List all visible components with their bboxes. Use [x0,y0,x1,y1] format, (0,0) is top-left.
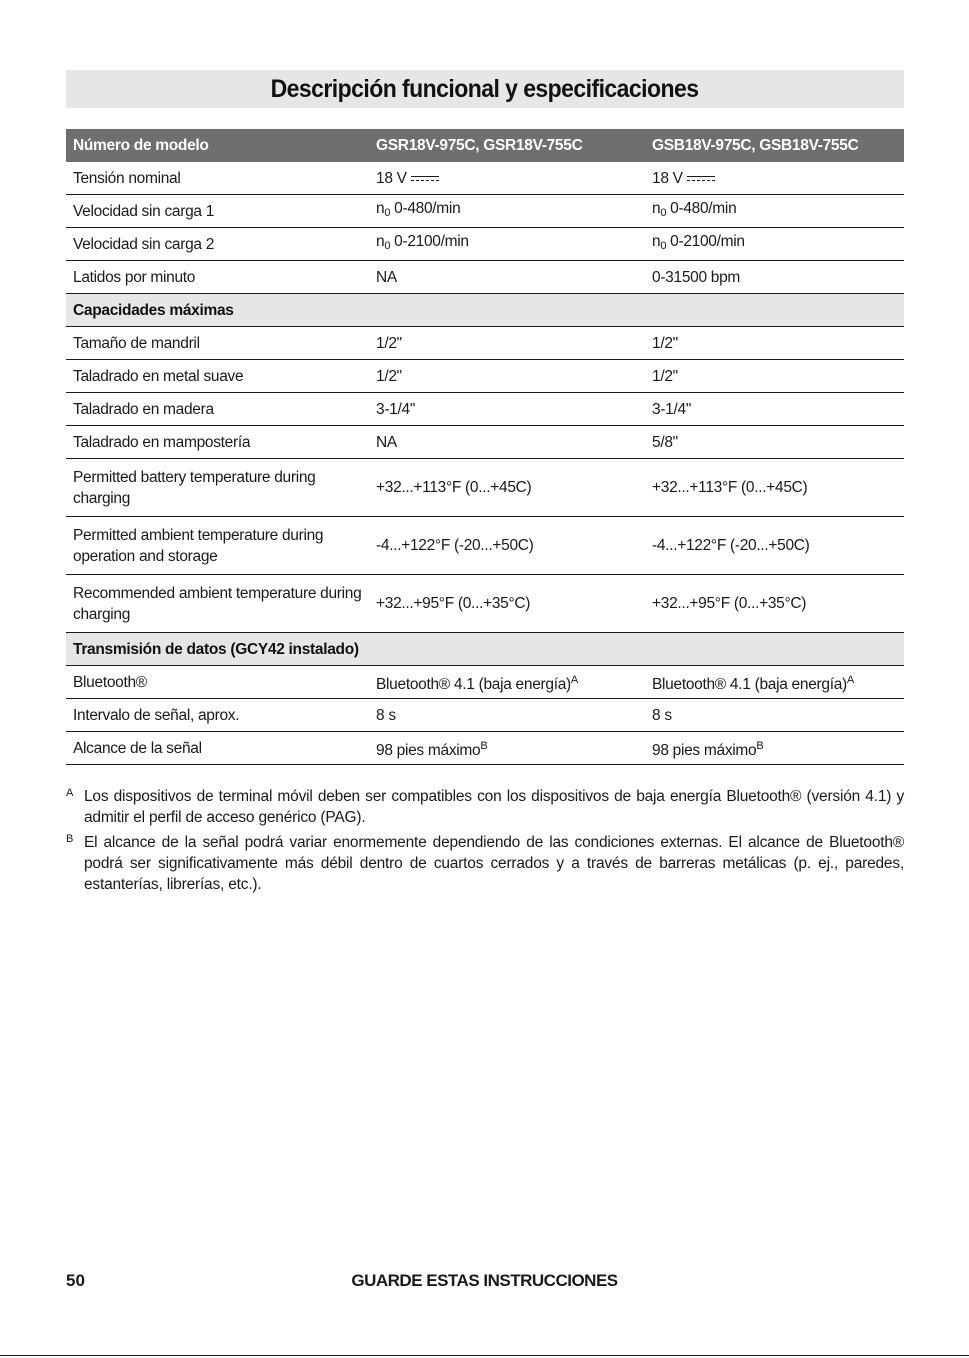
table-header-row [66,129,904,162]
value-gsb [645,261,904,294]
table-row [66,327,904,360]
cell-value: 0-480/min [390,200,461,217]
row-label: Tensión nominal [66,162,369,195]
value-gsr [369,517,645,575]
footnote-ref: A [846,673,854,686]
value-gsr [369,575,645,633]
cell-value: 3-1/4" [652,400,692,418]
dc-current-icon [411,174,439,183]
section-heading: Transmisión de datos (GCY42 instalado) [66,633,904,666]
value-gsb [645,426,904,459]
cell-value: +32...+113°F (0...+45C) [652,479,808,496]
row-label: Taladrado en metal suave [66,360,369,393]
speed-symbol: n [376,233,385,250]
cell-value: +32...+95°F (0...+35°C) [652,595,807,612]
table-row [66,261,904,294]
value-gsb [645,459,904,517]
speed-symbol: n [652,200,661,217]
value-gsr [369,261,645,294]
table-row [66,732,904,765]
speed-symbol: n [652,233,661,250]
footer-title: GUARDE ESTAS INSTRUCCIONES [351,1271,618,1290]
row-label: Velocidad sin carga 1 [66,195,369,228]
value-gsr [369,393,645,426]
table-row [66,575,904,633]
footnote-ref: A [570,673,578,686]
cell-value: 98 pies máximo [652,741,757,759]
cell-value: 5/8" [652,433,678,451]
footnotes [66,786,904,899]
table-row [66,426,904,459]
footnote-mark: A [66,787,74,799]
row-label: Permitted battery temperature during charging [66,459,369,517]
page-title: Descripción funcional y especificaciones [271,74,699,103]
value-gsr [369,732,645,765]
table-row [66,393,904,426]
value-gsb [645,228,904,261]
cell-value: NA [376,433,397,451]
page-number: 50 [66,1271,85,1290]
header-gsb-models: GSB18V-975C, GSB18V-755C [645,129,904,162]
cell-value: NA [376,268,397,286]
value-gsb [645,162,904,195]
speed-symbol: n [376,200,385,217]
table-row [66,195,904,228]
row-label: Velocidad sin carga 2 [66,228,369,261]
row-label: Permitted ambient temperature during operation and storage [66,517,369,575]
value-gsb [645,517,904,575]
cell-value: 3-1/4" [376,400,416,418]
cell-value: 1/2" [652,334,678,352]
header-gsr-models: GSR18V-975C, GSR18V-755C [369,129,645,162]
table-row [66,360,904,393]
speed-subscript: 0 [384,207,391,219]
cell-value: Bluetooth® 4.1 (baja energía) [652,675,847,693]
table-row [66,162,904,195]
cell-value: 8 s [652,706,672,724]
table-row [66,666,904,699]
section-row [66,294,904,327]
cell-value: 1/2" [376,367,402,385]
value-gsr [369,426,645,459]
value-gsb [645,575,904,633]
footnote-text: Los dispositivos de terminal móvil deben ser compatibles con los dispositivos de baja energía Bluetooth® (versión 4.1) y admitir el perfil de acceso genérico (PAG). [84,788,904,826]
section-heading: Capacidades máximas [66,294,904,327]
speed-subscript: 0 [660,240,667,252]
value-gsb [645,195,904,228]
value-gsb [645,699,904,732]
row-label: Taladrado en mampostería [66,426,369,459]
value-gsr [369,666,645,699]
specifications-table [66,129,904,765]
row-label: Taladrado en madera [66,393,369,426]
cell-value: 0-2100/min [666,233,745,250]
footnote-mark: B [66,833,74,845]
title-banner [66,70,904,108]
value-gsr [369,162,645,195]
cell-value: 18 V [652,169,683,187]
value-gsb [645,327,904,360]
row-label: Bluetooth® [66,666,369,699]
value-gsr [369,195,645,228]
footnote-ref: B [756,739,764,752]
value-gsr [369,360,645,393]
value-gsb [645,393,904,426]
table-row [66,228,904,261]
cell-value: 98 pies máximo [376,741,481,759]
header-model-label: Número de modelo [66,129,369,162]
bottom-rule [0,1355,969,1356]
table-row [66,699,904,732]
value-gsr [369,459,645,517]
dc-current-icon [687,174,715,183]
value-gsr [369,327,645,360]
cell-value: 0-480/min [666,200,737,217]
footnote-item [66,832,904,895]
footnote-item [66,786,904,828]
section-row [66,633,904,666]
table-row [66,459,904,517]
table-body [66,162,904,765]
speed-subscript: 0 [384,240,391,252]
row-label: Recommended ambient temperature during charging [66,575,369,633]
row-label: Latidos por minuto [66,261,369,294]
speed-subscript: 0 [660,207,667,219]
cell-value: -4...+122°F (-20...+50C) [376,537,534,554]
cell-value: +32...+95°F (0...+35°C) [376,595,531,612]
table-row [66,517,904,575]
value-gsb [645,666,904,699]
cell-value: 0-31500 bpm [652,268,741,286]
cell-value: 1/2" [376,334,402,352]
row-label: Intervalo de señal, aprox. [66,699,369,732]
value-gsb [645,732,904,765]
cell-value: 8 s [376,706,396,724]
cell-value: 1/2" [652,367,678,385]
footnote-ref: B [480,739,488,752]
cell-value: +32...+113°F (0...+45C) [376,479,532,496]
cell-value: 18 V [376,169,407,187]
value-gsb [645,360,904,393]
footnote-text: El alcance de la señal podrá variar enormemente dependiendo de las condiciones externas. El alcance de Bluetooth® podrá ser significativamente más débil dentro de cuartos cerrados y a través de barreras metálicas (p. ej., paredes, estanterías, librerías, etc.). [84,834,904,893]
value-gsr [369,228,645,261]
row-label: Alcance de la señal [66,732,369,765]
cell-value: 0-2100/min [390,233,469,250]
row-label: Tamaño de mandril [66,327,369,360]
value-gsr [369,699,645,732]
cell-value: Bluetooth® 4.1 (baja energía) [376,675,571,693]
cell-value: -4...+122°F (-20...+50C) [652,537,810,554]
